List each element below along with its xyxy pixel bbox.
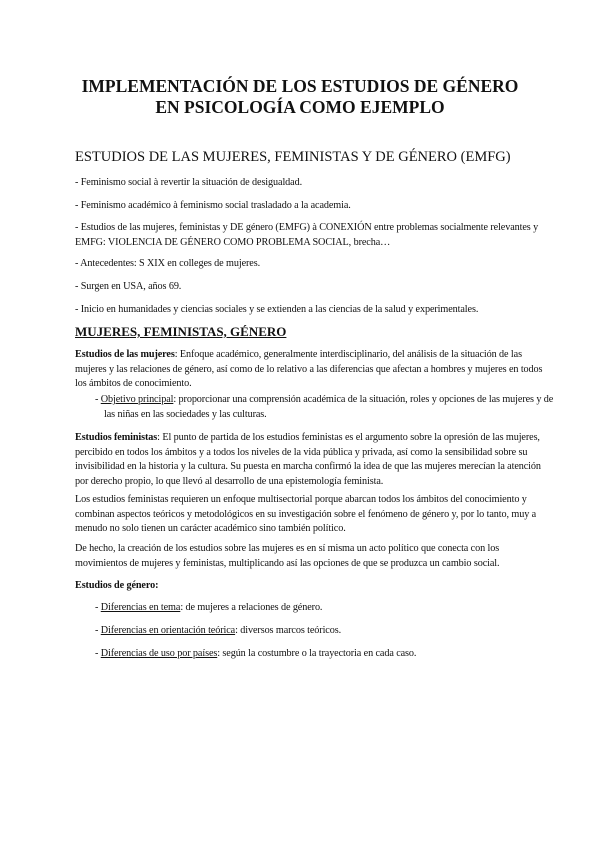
term: Diferencias en tema: [100, 602, 181, 613]
title-line-1: IMPLEMENTACIÓN DE LOS ESTUDIOS DE GÉNERO: [81, 76, 519, 96]
list-item: [95, 601, 550, 616]
bullet-item: - Estudios de las mujeres, feministas y DE género (EMFG) à CONEXIÓN entre problemas socialmente relevantes y EMFG: VIOLENCIA DE GÉNERO COMO PROBLEMA SOCIAL, brecha…: [75, 222, 539, 248]
paragraph-estudios-mujeres: [75, 348, 550, 392]
paragraph-acto-politico: De hecho, la creación de los estudios sobre las mujeres es en sí misma un acto político que conecta con los movimientos de mujeres y feministas, multiplicando así las opciones de que se produzca un cambio social.: [75, 543, 500, 569]
term: Diferencias de uso por países: [100, 648, 218, 659]
section-heading-emfg: ESTUDIOS DE LAS MUJERES, FEMINISTAS Y DE GÉNERO (EMFG): [75, 149, 511, 165]
title-line-2: EN PSICOLOGÍA COMO EJEMPLO: [155, 97, 445, 117]
term: Objetivo principal: [100, 394, 174, 405]
bullet-item: - Feminismo social à revertir la situación de desigualdad.: [75, 177, 303, 188]
dash: -: [95, 625, 101, 636]
term: Diferencias en orientación teórica: [100, 625, 236, 636]
definition: : Enfoque académico, generalmente interdisciplinario, del análisis de la situación de las mujeres y las relaciones de género, así como de lo relativo a las diferencias que afectan a hombres y mujeres en todos los ámbitos de conocimiento.: [75, 349, 543, 390]
definition: : según la costumbre o la trayectoria en cada caso.: [217, 648, 417, 659]
bullet-item: - Inicio en humanidades y ciencias sociales y se extienden a las ciencias de la salud y experimentales.: [75, 304, 479, 315]
document-title: [40, 76, 560, 118]
bullet-item: - Antecedentes: S XIX en colleges de mujeres.: [75, 258, 261, 269]
estudios-genero-heading: Estudios de género:: [75, 580, 159, 591]
dash: -: [95, 602, 101, 613]
bullet-item: - Feminismo académico à feminismo social trasladado a la academia.: [75, 200, 351, 211]
list-item: [95, 624, 550, 639]
definition: : proporcionar una comprensión académica de la situación, roles y opciones de las mujeres y de las niñas en las sociedades y las culturas.: [104, 394, 554, 420]
definition: : El punto de partida de los estudios feministas es el argumento sobre la opresión de las mujeres, percibido en todos los ámbitos y a todos los niveles de la vida pública y privada, así como la sensibilidad sobre su invisibilidad en la historia y la cultura. Su puesta en marcha confirmó la idea de que las mujeres merecían la atención por derecho propio, lo que llevó al desarrollo de una epistemología feminista.: [75, 432, 541, 487]
paragraph-multisectorial: Los estudios feministas requieren un enfoque multisectorial porque abarcan todos los ámbitos del conocimiento y combinan aspectos teóricos y metodológicos en su investigación sobre el fenómeno de género y, por lo tanto, muy a menudo no solo tienen un carácter académico sino también político.: [75, 494, 537, 535]
term: Estudios de las mujeres: [75, 349, 175, 360]
bullet-item: - Surgen en USA, años 69.: [75, 281, 182, 292]
term: Estudios feministas: [75, 432, 158, 443]
paragraph-estudios-feministas: [75, 431, 550, 489]
dash: -: [95, 394, 101, 405]
dash: -: [95, 648, 101, 659]
paragraph-objetivo: [95, 393, 559, 422]
list-item: [95, 647, 550, 662]
section-heading-mujeres-feministas-genero: MUJERES, FEMINISTAS, GÉNERO: [75, 324, 287, 339]
definition: : de mujeres a relaciones de género.: [180, 602, 323, 613]
definition: : diversos marcos teóricos.: [235, 625, 342, 636]
